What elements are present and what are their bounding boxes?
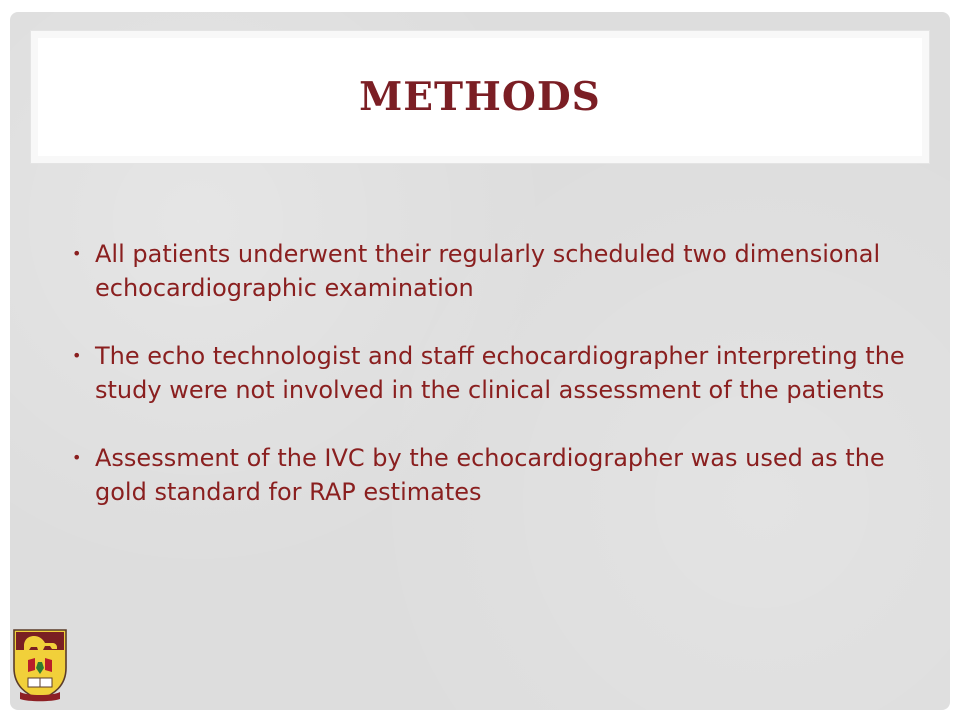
title-inner (38, 38, 922, 156)
university-crest-icon (10, 626, 70, 702)
bullet-list (72, 237, 920, 543)
title-box (30, 30, 930, 164)
bullet-text: The echo technologist and staff echocardiographer interpreting the study were not involved in the clinical assessment of the patients (95, 342, 905, 404)
bullet-text: All patients underwent their regularly scheduled two dimensional echocardiographic examination (95, 240, 881, 302)
bullet-icon: • (72, 346, 82, 365)
bullet-icon: • (72, 244, 82, 263)
bullet-item (72, 339, 920, 407)
bullet-item (72, 237, 920, 305)
bullet-item (72, 441, 920, 509)
slide-title: METHODS (359, 73, 601, 120)
slide (10, 12, 950, 710)
bullet-text: Assessment of the IVC by the echocardiographer was used as the gold standard for RAP estimates (95, 444, 885, 506)
bullet-icon: • (72, 448, 82, 467)
